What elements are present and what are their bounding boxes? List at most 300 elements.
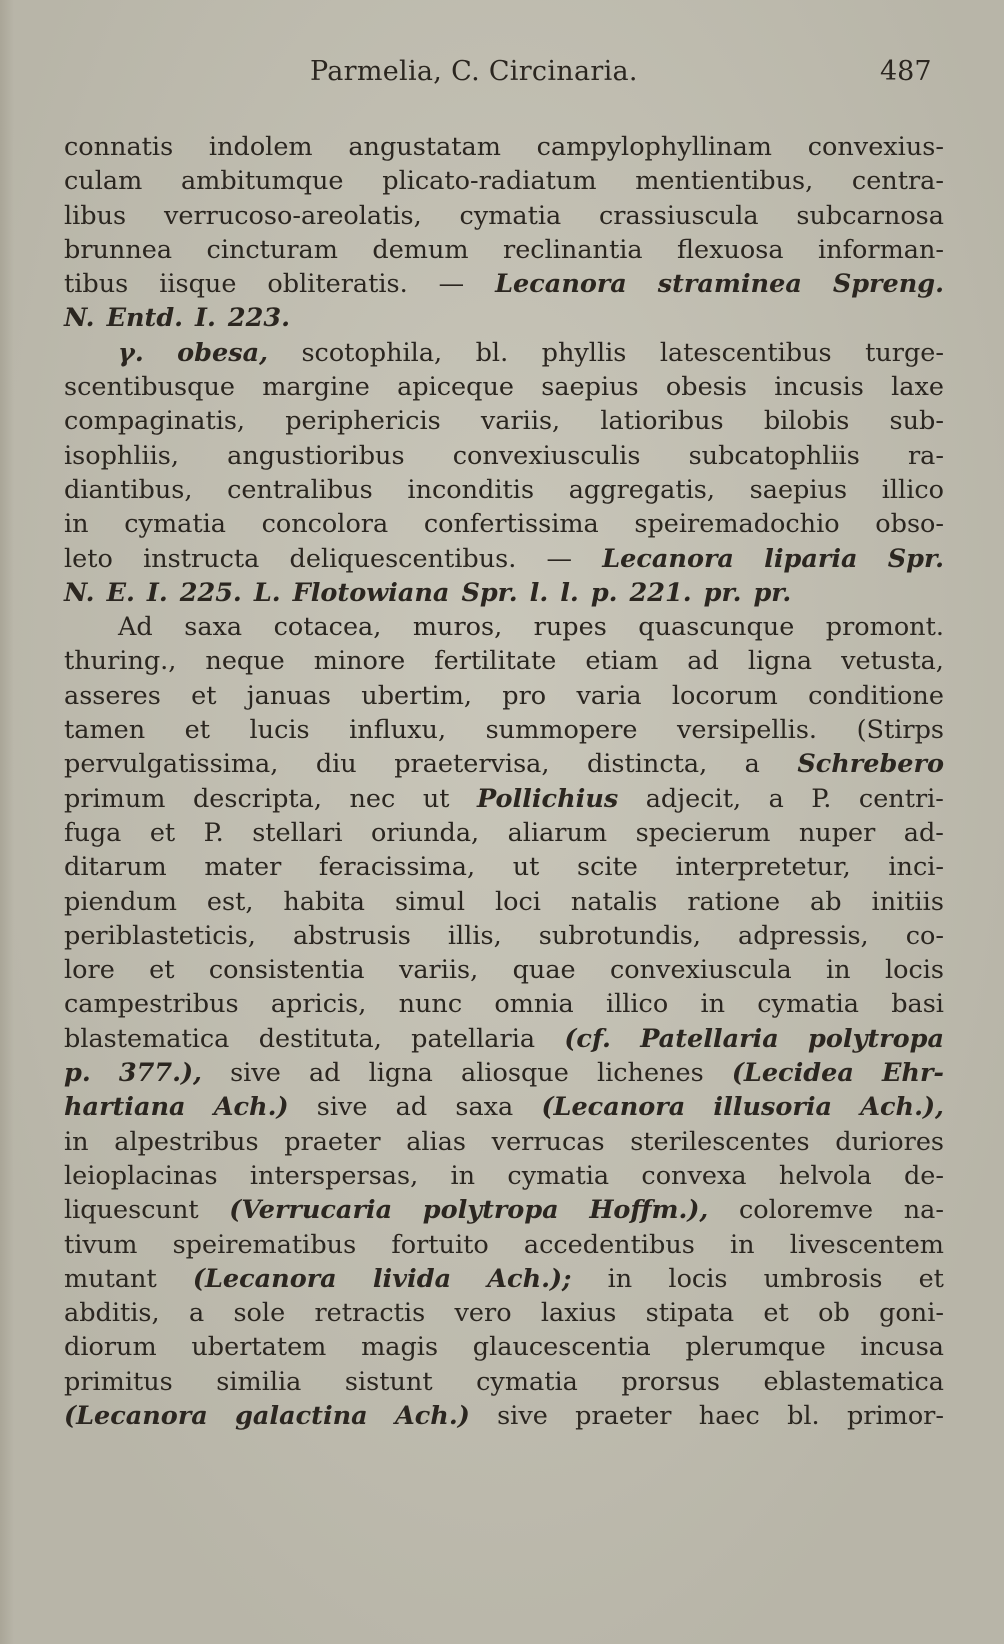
word: scentibusque: [64, 372, 235, 403]
word: helvola: [778, 1160, 872, 1191]
word: conditione: [808, 680, 944, 711]
italic-word: Ach.);: [487, 1263, 572, 1294]
page-number: 487: [880, 56, 932, 87]
word: prorsus: [621, 1366, 720, 1397]
word: oriunda,: [370, 817, 480, 848]
word: —: [438, 269, 465, 300]
italic-word: polytropa: [422, 1195, 559, 1226]
word: margine: [262, 372, 370, 403]
italic-word: 223.: [227, 303, 290, 334]
word: mutant: [64, 1263, 157, 1294]
word: illico: [605, 989, 669, 1020]
text-line: [64, 885, 944, 919]
word: cymatia: [757, 989, 859, 1020]
word: fortuito: [391, 1229, 489, 1260]
italic-word: 225.: [179, 577, 242, 608]
word: adpressis,: [738, 920, 869, 951]
body-text: [64, 130, 944, 1433]
italic-word: l.: [529, 577, 549, 608]
word: fertilitate: [434, 646, 557, 677]
word: speiremadochio: [634, 509, 840, 540]
word: ditarum: [64, 852, 167, 883]
word: ad-: [903, 817, 944, 848]
text-line: [64, 1365, 944, 1399]
word: illico: [881, 474, 944, 505]
word: sterilescentes: [630, 1126, 810, 1157]
word: abditis,: [64, 1298, 160, 1329]
italic-word: (Lecanora: [541, 1092, 686, 1123]
word: ab: [810, 886, 842, 917]
text-line: [64, 267, 944, 301]
word: concolora: [261, 509, 389, 540]
word: angustioribus: [227, 440, 405, 471]
word: lichenes: [596, 1058, 704, 1089]
word: blastematica: [64, 1023, 230, 1054]
word: illis,: [447, 920, 502, 951]
word: adjecit,: [645, 783, 742, 814]
word: culam: [64, 166, 143, 197]
word: pro: [502, 680, 547, 711]
word: lucis: [249, 715, 310, 746]
word: alpestribus: [114, 1126, 259, 1157]
word: in: [730, 1229, 755, 1260]
word: influxu,: [349, 715, 447, 746]
italic-word: γ.: [118, 337, 144, 368]
word: locis: [668, 1263, 728, 1294]
word: co-: [905, 920, 944, 951]
italic-word: Pollichius: [477, 783, 619, 814]
text-line: [64, 301, 944, 335]
italic-word: Ach.): [213, 1092, 289, 1123]
word: saepius: [749, 474, 848, 505]
word: diorum: [64, 1332, 157, 1363]
word: patellaria: [411, 1023, 536, 1054]
word: tivum: [64, 1229, 138, 1260]
word: in: [700, 989, 726, 1020]
word: fuga: [64, 817, 122, 848]
text-line: [64, 1262, 944, 1296]
italic-word: Spr.: [887, 543, 944, 574]
italic-word: Hoffm.),: [589, 1195, 709, 1226]
text-line: [64, 473, 944, 507]
text-line: [64, 850, 944, 884]
text-line: [64, 816, 944, 850]
italic-word: I.: [146, 577, 168, 608]
word: sistunt: [344, 1366, 433, 1397]
word: umbrosis: [763, 1263, 883, 1294]
text-line: [64, 782, 944, 816]
word: primitus: [64, 1366, 173, 1397]
text-line: [64, 679, 944, 713]
page-header: [0, 56, 1004, 96]
word: ambitumque: [180, 166, 344, 197]
word: et: [191, 680, 217, 711]
word: instructa: [143, 543, 260, 574]
word: incusis: [774, 372, 864, 403]
italic-word: p.: [590, 577, 618, 608]
word: aliarum: [507, 817, 608, 848]
word: cincturam: [206, 234, 338, 265]
italic-word: (Lecanora: [64, 1400, 208, 1431]
word: laxius: [540, 1298, 617, 1329]
word: aliosque: [461, 1058, 569, 1089]
word: lore: [64, 955, 115, 986]
word: latescentibus: [659, 337, 832, 368]
word: cotacea,: [273, 612, 382, 643]
word: rupes: [533, 612, 607, 643]
word: duriores: [835, 1126, 944, 1157]
word: neque: [205, 646, 285, 677]
word: leto: [64, 543, 113, 574]
word: ratione: [687, 886, 781, 917]
word: distincta,: [586, 749, 708, 780]
italic-word: 377.),: [118, 1058, 202, 1089]
word: plerumque: [685, 1332, 826, 1363]
text-line: [64, 1022, 944, 1056]
word: magis: [361, 1332, 439, 1363]
word: sole: [233, 1298, 286, 1329]
page-edge-shadow: [0, 0, 14, 1644]
italic-word: galactina: [235, 1400, 368, 1431]
word: in: [826, 955, 851, 986]
word: Ad: [118, 612, 153, 643]
word: similia: [216, 1366, 302, 1397]
word: vetusta,: [841, 646, 944, 677]
word: interpretetur,: [675, 852, 851, 883]
word: et: [918, 1263, 944, 1294]
word: ut: [422, 783, 450, 814]
text-line: [64, 164, 944, 198]
italic-word: Patellaria: [640, 1023, 779, 1054]
italic-word: Schrebero: [797, 749, 944, 780]
word: quascunque: [638, 612, 795, 643]
word: latioribus: [600, 406, 724, 437]
word: muros,: [412, 612, 503, 643]
text-line: [64, 542, 944, 576]
italic-word: Spreng.: [832, 269, 944, 300]
word: in: [450, 1160, 476, 1191]
text-line: [64, 199, 944, 233]
text-line: [64, 919, 944, 953]
text-line: [64, 1193, 944, 1227]
word: loci: [494, 886, 541, 917]
word: summopere: [485, 715, 638, 746]
word: P.: [811, 783, 832, 814]
word: na-: [903, 1195, 944, 1226]
word: accedentibus: [523, 1229, 695, 1260]
text-line: [64, 1159, 944, 1193]
word: sub-: [889, 406, 944, 437]
word: subrotundis,: [538, 920, 701, 951]
word: sive: [316, 1092, 368, 1123]
word: destituta,: [258, 1023, 382, 1054]
word: cymatia: [476, 1366, 578, 1397]
word: et: [763, 1298, 789, 1329]
word: ubertatem: [191, 1332, 327, 1363]
word: retractis: [314, 1298, 426, 1329]
word: ubertim,: [361, 680, 472, 711]
word: sive: [230, 1058, 281, 1089]
italic-word: (Lecidea: [731, 1058, 854, 1089]
word: isophliis,: [64, 440, 179, 471]
word: etiam: [585, 646, 659, 677]
text-line: [64, 507, 944, 541]
word: demum: [372, 234, 469, 265]
italic-word: (Lecanora: [192, 1263, 337, 1294]
word: habita: [283, 886, 365, 917]
italic-word: liparia: [764, 543, 858, 574]
word: est,: [206, 886, 254, 917]
word: promont.: [825, 612, 944, 643]
text-line: [64, 370, 944, 404]
word: tibus: [64, 269, 129, 300]
word: ligna: [747, 646, 813, 677]
word: compaginatis,: [64, 406, 246, 437]
word: convexius-: [807, 132, 944, 162]
word: praeter: [284, 1126, 381, 1157]
word: minore: [313, 646, 406, 677]
italic-word: (Verrucaria: [229, 1195, 393, 1226]
text-line: [64, 1399, 944, 1433]
word: ligna: [368, 1058, 433, 1089]
word: flexuosa: [677, 234, 784, 265]
word: —: [546, 543, 573, 574]
word: saxa: [184, 612, 243, 643]
text-line: [64, 644, 944, 678]
word: obso-: [875, 509, 944, 540]
word: interspersas,: [249, 1160, 419, 1191]
word: omnia: [494, 989, 574, 1020]
word: P.: [203, 817, 224, 848]
word: quae: [512, 955, 576, 986]
word: periphericis: [285, 406, 441, 437]
word: centri-: [858, 783, 944, 814]
word: praeter: [575, 1400, 672, 1431]
word: praetervisa,: [394, 749, 550, 780]
italic-word: straminea: [657, 269, 802, 300]
word: diu: [315, 749, 357, 780]
italic-word: l.: [560, 577, 579, 608]
word: ad: [395, 1092, 428, 1123]
word: eblastematica: [763, 1366, 944, 1397]
word: simul: [394, 886, 465, 917]
word: bl.: [475, 337, 509, 368]
word: variis,: [398, 955, 479, 986]
word: et: [149, 955, 175, 986]
word: convexiusculis: [452, 440, 641, 471]
word: scite: [577, 852, 638, 883]
word: pervulgatissima,: [64, 749, 279, 780]
word: asseres: [64, 680, 161, 711]
italic-word: pr.: [703, 577, 742, 608]
word: connatis: [64, 132, 174, 162]
word: verrucoso-areolatis,: [163, 200, 422, 231]
word: cymatia: [124, 509, 226, 540]
running-head: Parmelia, C. Circinaria.: [310, 56, 638, 87]
word: bl.: [787, 1400, 820, 1431]
word: subcatophliis: [688, 440, 860, 471]
word: ad: [308, 1058, 341, 1089]
text-line: [64, 713, 944, 747]
italic-word: L.: [253, 577, 281, 608]
word: glaucescentia: [472, 1332, 651, 1363]
word: de-: [903, 1160, 944, 1191]
word: diantibus,: [64, 474, 193, 505]
word: mater: [204, 852, 282, 883]
word: turge-: [865, 337, 944, 368]
word: locis: [884, 955, 944, 986]
word: basi: [891, 989, 944, 1020]
word: piendum: [64, 886, 177, 917]
text-line: [64, 747, 944, 781]
word: subcarnosa: [796, 200, 944, 231]
text-line: [64, 404, 944, 438]
italic-word: Ach.): [395, 1400, 470, 1431]
word: apricis,: [270, 989, 367, 1020]
word: tamen: [64, 715, 146, 746]
word: apiceque: [397, 372, 514, 403]
italic-word: obesa,: [177, 337, 268, 368]
italic-word: N.: [64, 303, 95, 334]
word: indolem: [208, 132, 313, 162]
text-line: [64, 1330, 944, 1364]
word: nuper: [798, 817, 876, 848]
word: campestribus: [64, 989, 239, 1020]
text-line: [64, 336, 944, 370]
word: bilobis: [763, 406, 850, 437]
text-line: [64, 1056, 944, 1090]
italic-word: Lecanora: [602, 543, 734, 574]
word: centralibus: [227, 474, 373, 505]
word: et: [149, 817, 176, 848]
word: locorum: [671, 680, 778, 711]
word: et: [184, 715, 211, 746]
word: laxe: [891, 372, 944, 403]
word: stipata: [645, 1298, 735, 1329]
word: ad: [687, 646, 719, 677]
italic-word: polytropa: [808, 1023, 944, 1054]
word: deliquescentibus.: [289, 543, 517, 574]
italic-word: 221.: [629, 577, 692, 608]
word: goni-: [879, 1298, 944, 1329]
text-line: [64, 1296, 944, 1330]
italic-word: illusoria: [713, 1092, 833, 1123]
word: specierum: [635, 817, 771, 848]
word: in: [64, 509, 89, 540]
word: livescentem: [789, 1229, 944, 1260]
text-line: [64, 576, 944, 610]
word: inconditis: [407, 474, 535, 505]
word: aggregatis,: [568, 474, 715, 505]
italic-word: (cf.: [564, 1023, 611, 1054]
text-line: [64, 439, 944, 473]
italic-word: Entd.: [106, 303, 184, 334]
word: coloremve: [738, 1195, 874, 1226]
word: natalis: [570, 886, 658, 917]
text-line: [64, 130, 944, 164]
word: nec: [349, 783, 396, 814]
word: inci-: [888, 852, 944, 883]
word: primum: [64, 783, 166, 814]
word: thuring.,: [64, 646, 177, 677]
word: consistentia: [208, 955, 365, 986]
text-line: [64, 987, 944, 1021]
word: brunnea: [64, 234, 173, 265]
word: alias: [406, 1126, 467, 1157]
word: descripta,: [192, 783, 322, 814]
text-line: [64, 610, 944, 644]
text-line: [64, 1228, 944, 1262]
word: obesis: [665, 372, 747, 403]
italic-word: Spr.: [461, 577, 518, 608]
word: speirematibus: [172, 1229, 357, 1260]
word: varia: [576, 680, 642, 711]
word: primor-: [846, 1400, 944, 1431]
word: scotophila,: [301, 337, 443, 368]
word: informan-: [818, 234, 944, 265]
word: januas: [246, 680, 331, 711]
italic-word: livida: [372, 1263, 452, 1294]
word: confertissima: [423, 509, 599, 540]
word: plicato-radiatum: [382, 166, 597, 197]
italic-word: Flotowiana: [292, 577, 450, 608]
italic-word: Lecanora: [495, 269, 627, 300]
word: campylophyllinam: [536, 132, 772, 162]
italic-word: pr.: [753, 577, 792, 608]
word: a: [744, 749, 760, 780]
word: leioplacinas: [64, 1160, 218, 1191]
word: centra-: [851, 166, 944, 197]
word: ob: [818, 1298, 850, 1329]
word: cymatia: [507, 1160, 610, 1191]
word: incusa: [860, 1332, 944, 1363]
word: convexa: [641, 1160, 747, 1191]
word: liquescunt: [64, 1195, 199, 1226]
word: cymatia: [459, 200, 562, 231]
word: a: [768, 783, 784, 814]
word: stellari: [252, 817, 343, 848]
word: in: [607, 1263, 633, 1294]
word: crassiuscula: [599, 200, 759, 231]
word: (Stirps: [856, 715, 944, 746]
italic-word: hartiana: [64, 1092, 186, 1123]
text-line: [64, 953, 944, 987]
word: sive: [497, 1400, 548, 1431]
word: variis,: [480, 406, 561, 437]
word: mentientibus,: [635, 166, 814, 197]
word: periblasteticis,: [64, 920, 256, 951]
word: nunc: [398, 989, 463, 1020]
word: obliteratis.: [267, 269, 408, 300]
italic-word: N.: [64, 577, 95, 608]
word: saxa: [455, 1092, 514, 1123]
word: abstrusis: [292, 920, 411, 951]
italic-word: E.: [106, 577, 135, 608]
word: phyllis: [541, 337, 627, 368]
word: verrucas: [491, 1126, 605, 1157]
word: haec: [698, 1400, 760, 1431]
word: feracissima,: [318, 852, 476, 883]
word: iisque: [159, 269, 237, 300]
word: ut: [512, 852, 540, 883]
word: reclinantia: [503, 234, 643, 265]
word: saepius: [541, 372, 639, 403]
word: initiis: [871, 886, 944, 917]
italic-word: Ehr-: [881, 1058, 944, 1089]
italic-word: I.: [195, 303, 216, 334]
word: versipellis.: [677, 715, 818, 746]
word: libus: [64, 200, 127, 231]
